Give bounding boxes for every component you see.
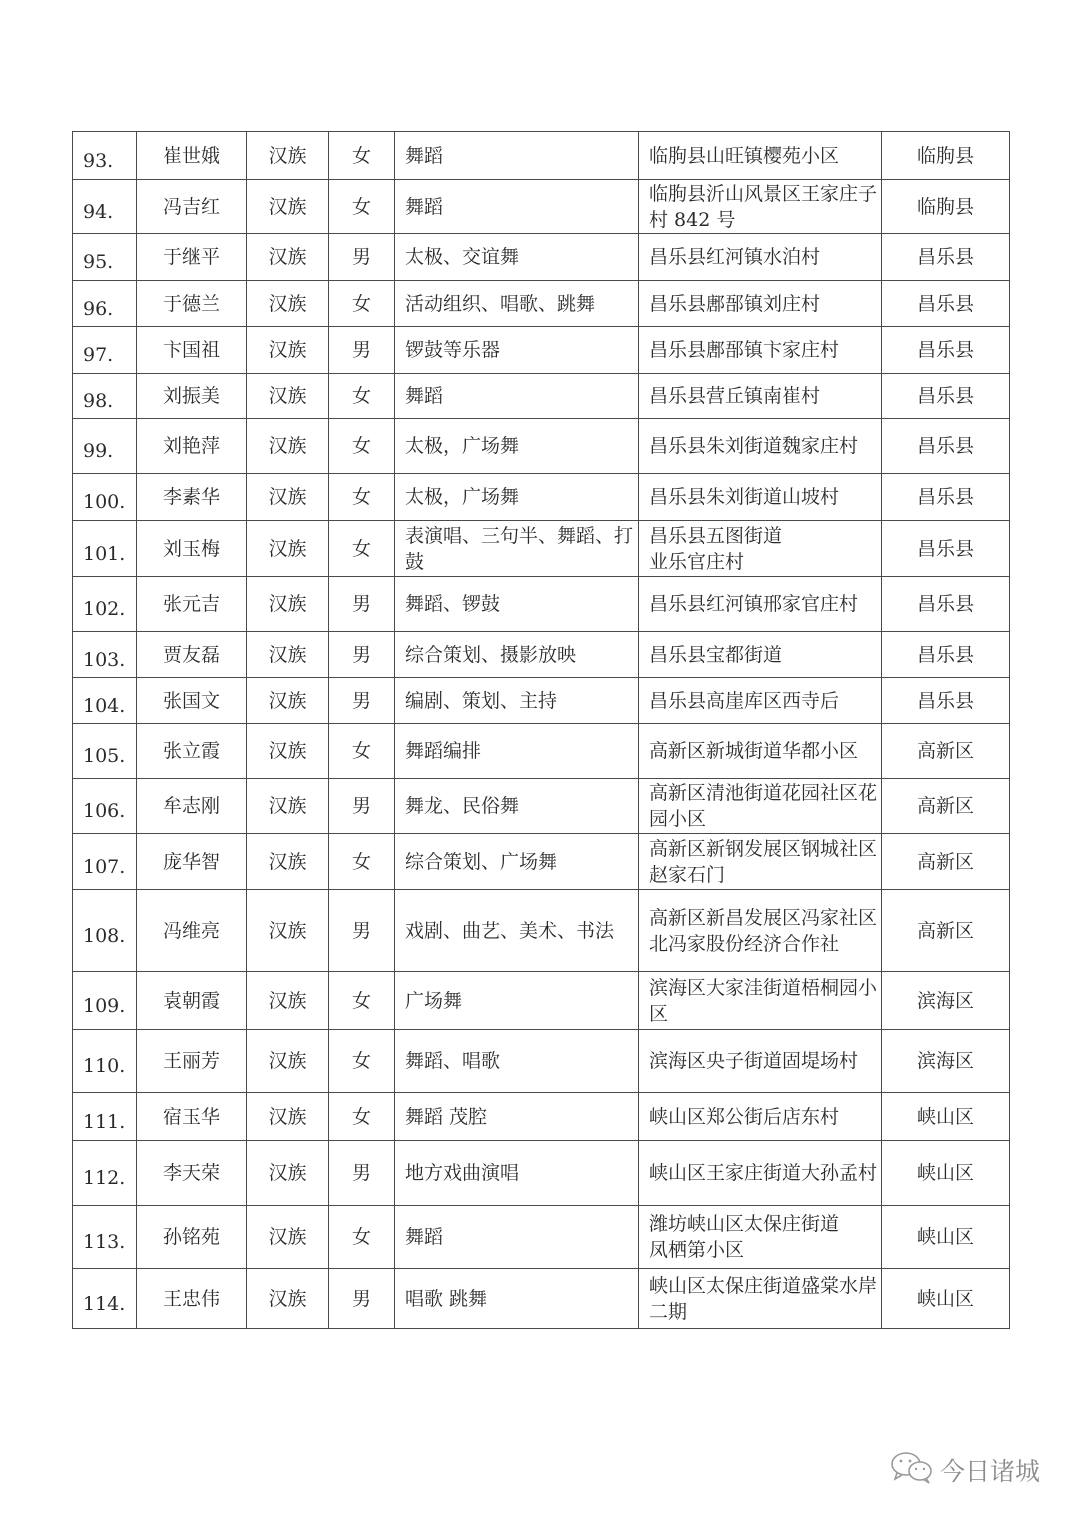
table-row xyxy=(73,972,1010,1030)
member-name-cell: 卞国祖 xyxy=(137,327,247,374)
district-cell: 临朐县 xyxy=(882,180,1010,234)
gender-cell: 男 xyxy=(329,890,395,972)
district-cell: 高新区 xyxy=(882,779,1010,834)
gender-cell: 男 xyxy=(329,327,395,374)
address-cell: 昌乐县营丘镇南崔村 xyxy=(639,374,882,419)
gender-cell: 女 xyxy=(329,132,395,180)
district-cell: 峡山区 xyxy=(882,1206,1010,1269)
ethnicity-cell: 汉族 xyxy=(247,577,329,632)
address-cell: 昌乐县朱刘街道山坡村 xyxy=(639,474,882,521)
member-name-cell: 王丽芳 xyxy=(137,1030,247,1093)
specialty-cell: 编剧、策划、主持 xyxy=(395,678,639,724)
row-number-cell: 104. xyxy=(73,678,137,724)
district-cell: 临朐县 xyxy=(882,132,1010,180)
specialty-cell: 舞蹈 xyxy=(395,1206,639,1269)
district-cell: 昌乐县 xyxy=(882,419,1010,474)
table-row xyxy=(73,1141,1010,1206)
address-cell: 峡山区太保庄街道盛棠水岸二期 xyxy=(639,1269,882,1329)
member-name-cell: 刘艳萍 xyxy=(137,419,247,474)
gender-cell: 女 xyxy=(329,419,395,474)
row-number-cell: 105. xyxy=(73,724,137,779)
district-cell: 峡山区 xyxy=(882,1141,1010,1206)
gender-cell: 女 xyxy=(329,1206,395,1269)
row-number-cell: 93. xyxy=(73,132,137,180)
row-number-cell: 112. xyxy=(73,1141,137,1206)
member-name-cell: 崔世娥 xyxy=(137,132,247,180)
table-row xyxy=(73,678,1010,724)
member-name-cell: 孙铭苑 xyxy=(137,1206,247,1269)
ethnicity-cell: 汉族 xyxy=(247,234,329,281)
row-number-cell: 99. xyxy=(73,419,137,474)
member-name-cell: 王忠伟 xyxy=(137,1269,247,1329)
district-cell: 峡山区 xyxy=(882,1269,1010,1329)
table-row xyxy=(73,1269,1010,1329)
gender-cell: 女 xyxy=(329,474,395,521)
address-cell: 昌乐县宝都街道 xyxy=(639,632,882,678)
ethnicity-cell: 汉族 xyxy=(247,779,329,834)
address-cell: 峡山区王家庄街道大孙孟村 xyxy=(639,1141,882,1206)
row-number-cell: 94. xyxy=(73,180,137,234)
gender-cell: 女 xyxy=(329,521,395,577)
specialty-cell: 太极、交谊舞 xyxy=(395,234,639,281)
ethnicity-cell: 汉族 xyxy=(247,834,329,890)
gender-cell: 男 xyxy=(329,678,395,724)
member-name-cell: 刘振美 xyxy=(137,374,247,419)
address-cell: 昌乐县五图街道 业乐官庄村 xyxy=(639,521,882,577)
specialty-cell: 表演唱、三句半、舞蹈、打鼓 xyxy=(395,521,639,577)
row-number-cell: 110. xyxy=(73,1030,137,1093)
address-cell: 高新区清池街道花园社区花园小区 xyxy=(639,779,882,834)
address-cell: 滨海区大家洼街道梧桐园小区 xyxy=(639,972,882,1030)
table-row xyxy=(73,521,1010,577)
row-number-cell: 109. xyxy=(73,972,137,1030)
table-row xyxy=(73,327,1010,374)
ethnicity-cell: 汉族 xyxy=(247,632,329,678)
address-cell: 高新区新昌发展区冯家社区北冯家股份经济合作社 xyxy=(639,890,882,972)
table-row xyxy=(73,577,1010,632)
specialty-cell: 舞蹈 茂腔 xyxy=(395,1093,639,1141)
gender-cell: 男 xyxy=(329,1269,395,1329)
ethnicity-cell: 汉族 xyxy=(247,281,329,327)
address-cell: 峡山区郑公街后店东村 xyxy=(639,1093,882,1141)
row-number-cell: 102. xyxy=(73,577,137,632)
table-row xyxy=(73,180,1010,234)
address-cell: 高新区新城街道华都小区 xyxy=(639,724,882,779)
member-table xyxy=(72,131,1010,1329)
district-cell: 昌乐县 xyxy=(882,234,1010,281)
address-cell: 潍坊峡山区太保庄街道 凤栖第小区 xyxy=(639,1206,882,1269)
ethnicity-cell: 汉族 xyxy=(247,1206,329,1269)
specialty-cell: 综合策划、摄影放映 xyxy=(395,632,639,678)
member-name-cell: 冯维亮 xyxy=(137,890,247,972)
member-name-cell: 袁朝霞 xyxy=(137,972,247,1030)
row-number-cell: 111. xyxy=(73,1093,137,1141)
member-name-cell: 宿玉华 xyxy=(137,1093,247,1141)
specialty-cell: 活动组织、唱歌、跳舞 xyxy=(395,281,639,327)
member-name-cell: 牟志刚 xyxy=(137,779,247,834)
specialty-cell: 太极，广场舞 xyxy=(395,419,639,474)
row-number-cell: 95. xyxy=(73,234,137,281)
row-number-cell: 108. xyxy=(73,890,137,972)
table-row xyxy=(73,374,1010,419)
specialty-cell: 综合策划、广场舞 xyxy=(395,834,639,890)
district-cell: 昌乐县 xyxy=(882,281,1010,327)
specialty-cell: 舞蹈 xyxy=(395,132,639,180)
table-row xyxy=(73,1030,1010,1093)
gender-cell: 女 xyxy=(329,834,395,890)
address-cell: 昌乐县鄌郚镇卞家庄村 xyxy=(639,327,882,374)
specialty-cell: 广场舞 xyxy=(395,972,639,1030)
table-row xyxy=(73,724,1010,779)
row-number-cell: 106. xyxy=(73,779,137,834)
ethnicity-cell: 汉族 xyxy=(247,1269,329,1329)
gender-cell: 男 xyxy=(329,577,395,632)
address-cell: 高新区新钢发展区钢城社区赵家石门 xyxy=(639,834,882,890)
district-cell: 高新区 xyxy=(882,890,1010,972)
ethnicity-cell: 汉族 xyxy=(247,327,329,374)
gender-cell: 女 xyxy=(329,374,395,419)
gender-cell: 男 xyxy=(329,234,395,281)
district-cell: 滨海区 xyxy=(882,972,1010,1030)
row-number-cell: 114. xyxy=(73,1269,137,1329)
ethnicity-cell: 汉族 xyxy=(247,678,329,724)
specialty-cell: 舞蹈 xyxy=(395,374,639,419)
member-name-cell: 于继平 xyxy=(137,234,247,281)
district-cell: 滨海区 xyxy=(882,1030,1010,1093)
gender-cell: 女 xyxy=(329,1093,395,1141)
row-number-cell: 107. xyxy=(73,834,137,890)
row-number-cell: 101. xyxy=(73,521,137,577)
ethnicity-cell: 汉族 xyxy=(247,972,329,1030)
specialty-cell: 太极，广场舞 xyxy=(395,474,639,521)
specialty-cell: 舞蹈 xyxy=(395,180,639,234)
table-row xyxy=(73,1093,1010,1141)
member-name-cell: 张国文 xyxy=(137,678,247,724)
ethnicity-cell: 汉族 xyxy=(247,1093,329,1141)
table-row xyxy=(73,419,1010,474)
district-cell: 昌乐县 xyxy=(882,521,1010,577)
ethnicity-cell: 汉族 xyxy=(247,474,329,521)
ethnicity-cell: 汉族 xyxy=(247,1030,329,1093)
table-row xyxy=(73,779,1010,834)
gender-cell: 男 xyxy=(329,632,395,678)
district-cell: 昌乐县 xyxy=(882,632,1010,678)
gender-cell: 女 xyxy=(329,972,395,1030)
district-cell: 昌乐县 xyxy=(882,474,1010,521)
address-cell: 昌乐县高崖库区西寺后 xyxy=(639,678,882,724)
table-row xyxy=(73,132,1010,180)
ethnicity-cell: 汉族 xyxy=(247,521,329,577)
address-cell: 临朐县沂山风景区王家庄子村 842 号 xyxy=(639,180,882,234)
gender-cell: 男 xyxy=(329,1141,395,1206)
district-cell: 高新区 xyxy=(882,724,1010,779)
gender-cell: 女 xyxy=(329,180,395,234)
table-row xyxy=(73,281,1010,327)
address-cell: 昌乐县鄌郚镇刘庄村 xyxy=(639,281,882,327)
address-cell: 滨海区央子街道固堤场村 xyxy=(639,1030,882,1093)
table-row xyxy=(73,474,1010,521)
specialty-cell: 舞蹈编排 xyxy=(395,724,639,779)
member-name-cell: 刘玉梅 xyxy=(137,521,247,577)
gender-cell: 女 xyxy=(329,281,395,327)
row-number-cell: 98. xyxy=(73,374,137,419)
table-row xyxy=(73,890,1010,972)
ethnicity-cell: 汉族 xyxy=(247,374,329,419)
district-cell: 高新区 xyxy=(882,834,1010,890)
member-name-cell: 张元吉 xyxy=(137,577,247,632)
document-page xyxy=(72,131,1009,1329)
row-number-cell: 97. xyxy=(73,327,137,374)
district-cell: 峡山区 xyxy=(882,1093,1010,1141)
member-name-cell: 李天荣 xyxy=(137,1141,247,1206)
table-row xyxy=(73,234,1010,281)
member-name-cell: 庞华智 xyxy=(137,834,247,890)
specialty-cell: 唱歌 跳舞 xyxy=(395,1269,639,1329)
specialty-cell: 舞龙、民俗舞 xyxy=(395,779,639,834)
gender-cell: 女 xyxy=(329,724,395,779)
district-cell: 昌乐县 xyxy=(882,374,1010,419)
member-name-cell: 于德兰 xyxy=(137,281,247,327)
specialty-cell: 戏剧、曲艺、美术、书法 xyxy=(395,890,639,972)
specialty-cell: 锣鼓等乐器 xyxy=(395,327,639,374)
ethnicity-cell: 汉族 xyxy=(247,890,329,972)
member-name-cell: 冯吉红 xyxy=(137,180,247,234)
ethnicity-cell: 汉族 xyxy=(247,724,329,779)
table-row xyxy=(73,1206,1010,1269)
address-cell: 临朐县山旺镇樱苑小区 xyxy=(639,132,882,180)
ethnicity-cell: 汉族 xyxy=(247,1141,329,1206)
row-number-cell: 96. xyxy=(73,281,137,327)
specialty-cell: 舞蹈、唱歌 xyxy=(395,1030,639,1093)
table-row xyxy=(73,834,1010,890)
ethnicity-cell: 汉族 xyxy=(247,132,329,180)
address-cell: 昌乐县红河镇水泊村 xyxy=(639,234,882,281)
gender-cell: 女 xyxy=(329,1030,395,1093)
watermark-text: 今日诸城 xyxy=(940,1457,1041,1486)
specialty-cell: 舞蹈、锣鼓 xyxy=(395,577,639,632)
ethnicity-cell: 汉族 xyxy=(247,180,329,234)
gender-cell: 男 xyxy=(329,779,395,834)
watermark xyxy=(890,1450,1040,1490)
wechat-icon xyxy=(890,1450,934,1490)
district-cell: 昌乐县 xyxy=(882,327,1010,374)
member-name-cell: 张立霞 xyxy=(137,724,247,779)
specialty-cell: 地方戏曲演唱 xyxy=(395,1141,639,1206)
district-cell: 昌乐县 xyxy=(882,678,1010,724)
address-cell: 昌乐县红河镇邢家官庄村 xyxy=(639,577,882,632)
table-row xyxy=(73,632,1010,678)
row-number-cell: 113. xyxy=(73,1206,137,1269)
ethnicity-cell: 汉族 xyxy=(247,419,329,474)
district-cell: 昌乐县 xyxy=(882,577,1010,632)
member-name-cell: 贾友磊 xyxy=(137,632,247,678)
row-number-cell: 103. xyxy=(73,632,137,678)
row-number-cell: 100. xyxy=(73,474,137,521)
address-cell: 昌乐县朱刘街道魏家庄村 xyxy=(639,419,882,474)
member-name-cell: 李素华 xyxy=(137,474,247,521)
